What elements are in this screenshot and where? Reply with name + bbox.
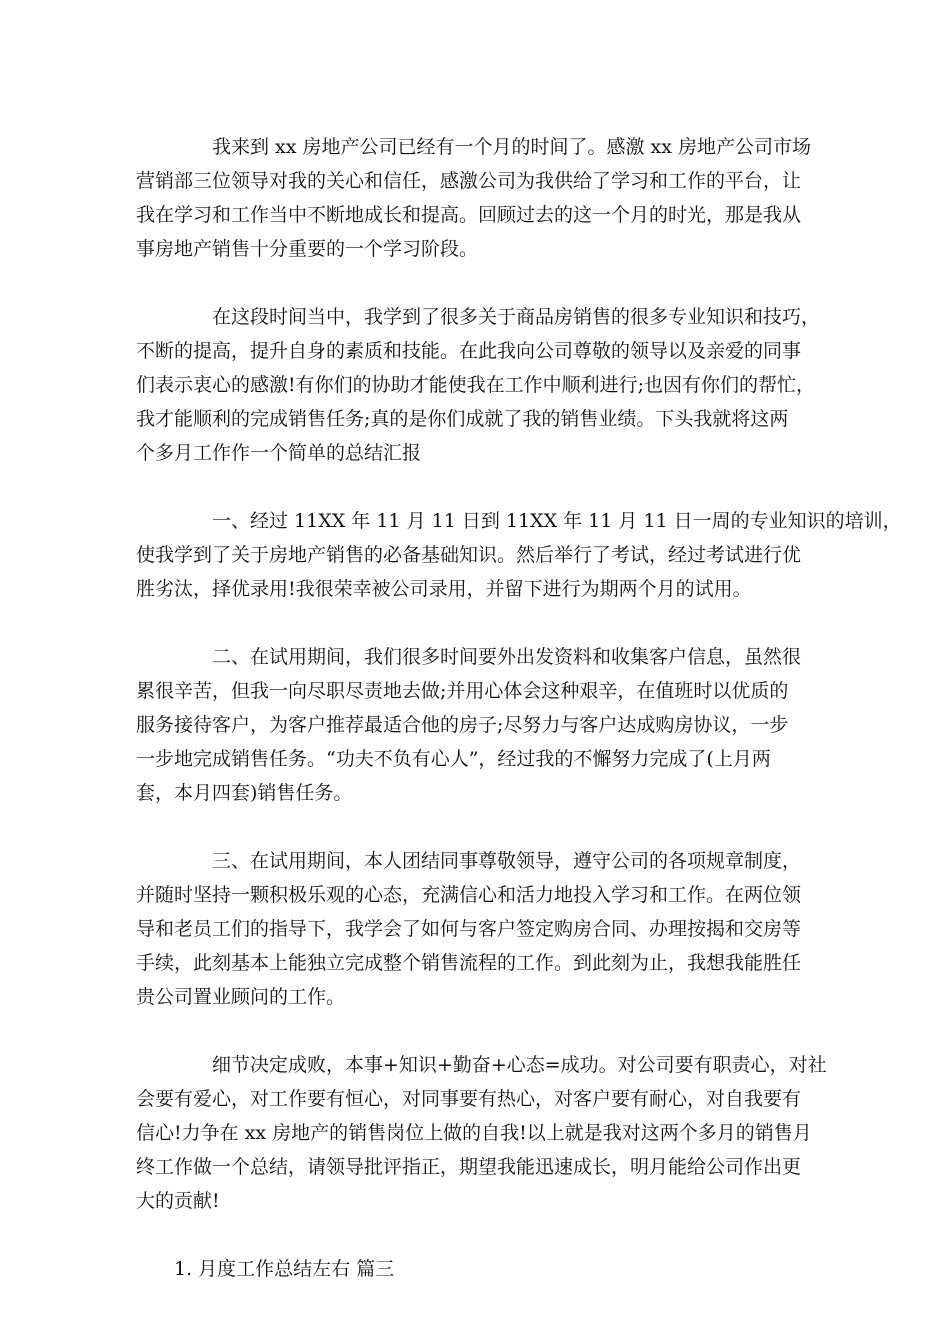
paragraph-conclusion <box>136 1048 836 1218</box>
text-line: 事房地产销售十分重要的一个学习阶段。 <box>136 238 479 260</box>
paragraph-item-three <box>136 844 836 1014</box>
text-line: 一步地完成销售任务。“功夫不负有心人”，经过我的不懈努力完成了(上月两 <box>136 748 771 770</box>
text-line: 导和老员工们的指导下，我学会了如何与客户签定购房合同、办理按揭和交房等 <box>136 918 802 940</box>
document-body <box>136 130 902 1286</box>
text-line: 贵公司置业顾问的工作。 <box>136 986 346 1008</box>
text-line: 三、在试用期间，本人团结同事尊敬领导，遵守公司的各项规章制度， <box>212 850 802 872</box>
text-line: 营销部三位领导对我的关心和信任，感激公司为我供给了学习和工作的平台，让 <box>136 170 802 192</box>
section-heading: 1. 月度工作总结左右 篇三 <box>174 1258 395 1280</box>
text-line: 使我学到了关于房地产销售的必备基础知识。然后举行了考试，经过考试进行优 <box>136 544 802 566</box>
text-line: 我才能顺利的完成销售任务;真的是你们成就了我的销售业绩。下头我就将这两 <box>136 408 789 430</box>
text-line: 套，本月四套)销售任务。 <box>136 782 353 804</box>
text-line: 我在学习和工作当中不断地成长和提高。回顾过去的这一个月的时光，那是我从 <box>136 204 802 226</box>
text-line: 胜劣汰，择优录用!我很荣幸被公司录用，并留下进行为期两个月的试用。 <box>136 578 752 600</box>
paragraph-intro <box>136 130 836 266</box>
paragraph-gratitude <box>136 300 836 470</box>
text-line: 个多月工作作一个简单的总结汇报 <box>136 442 422 464</box>
paragraph-item-one <box>136 504 902 606</box>
text-line: 大的贡献! <box>136 1190 220 1212</box>
text-line: 一、经过 11XX 年 11 月 11 日到 11XX 年 11 月 11 日一周的专业知识的培训， <box>212 510 902 532</box>
paragraph-item-two <box>136 640 836 810</box>
text-line: 服务接待客户，为客户推荐最适合他的房子;尽努力与客户达成购房协议，一步 <box>136 714 789 736</box>
text-line: 累很辛苦，但我一向尽职尽责地去做;并用心体会这种艰辛，在值班时以优质的 <box>136 680 789 702</box>
text-line: 并随时坚持一颗积极乐观的心态，充满信心和活力地投入学习和工作。在两位领 <box>136 884 802 906</box>
text-line: 不断的提高，提升自身的素质和技能。在此我向公司尊敬的领导以及亲爱的同事 <box>136 340 802 362</box>
text-line: 们表示衷心的感激!有你们的协助才能使我在工作中顺利进行;也因有你们的帮忙， <box>136 374 816 396</box>
text-line: 终工作做一个总结，请领导批评指正，期望我能迅速成长，明月能给公司作出更 <box>136 1156 802 1178</box>
text-line: 我来到 xx 房地产公司已经有一个月的时间了。感激 xx 房地产公司市场 <box>212 136 812 158</box>
text-line: 会要有爱心，对工作要有恒心，对同事要有热心，对客户要有耐心，对自我要有 <box>136 1088 802 1110</box>
text-line: 细节决定成败，本事+知识+勤奋+心态=成功。对公司要有职责心，对社 <box>212 1054 827 1076</box>
text-line: 二、在试用期间，我们很多时间要外出发资料和收集客户信息，虽然很 <box>212 646 802 668</box>
text-line: 手续，此刻基本上能独立完成整个销售流程的工作。到此刻为止，我想我能胜任 <box>136 952 802 974</box>
text-line: 信心!力争在 xx 房地产的销售岗位上做的自我!以上就是我对这两个多月的销售月 <box>136 1122 812 1144</box>
text-line: 在这段时间当中，我学到了很多关于商品房销售的很多专业知识和技巧， <box>212 306 821 328</box>
